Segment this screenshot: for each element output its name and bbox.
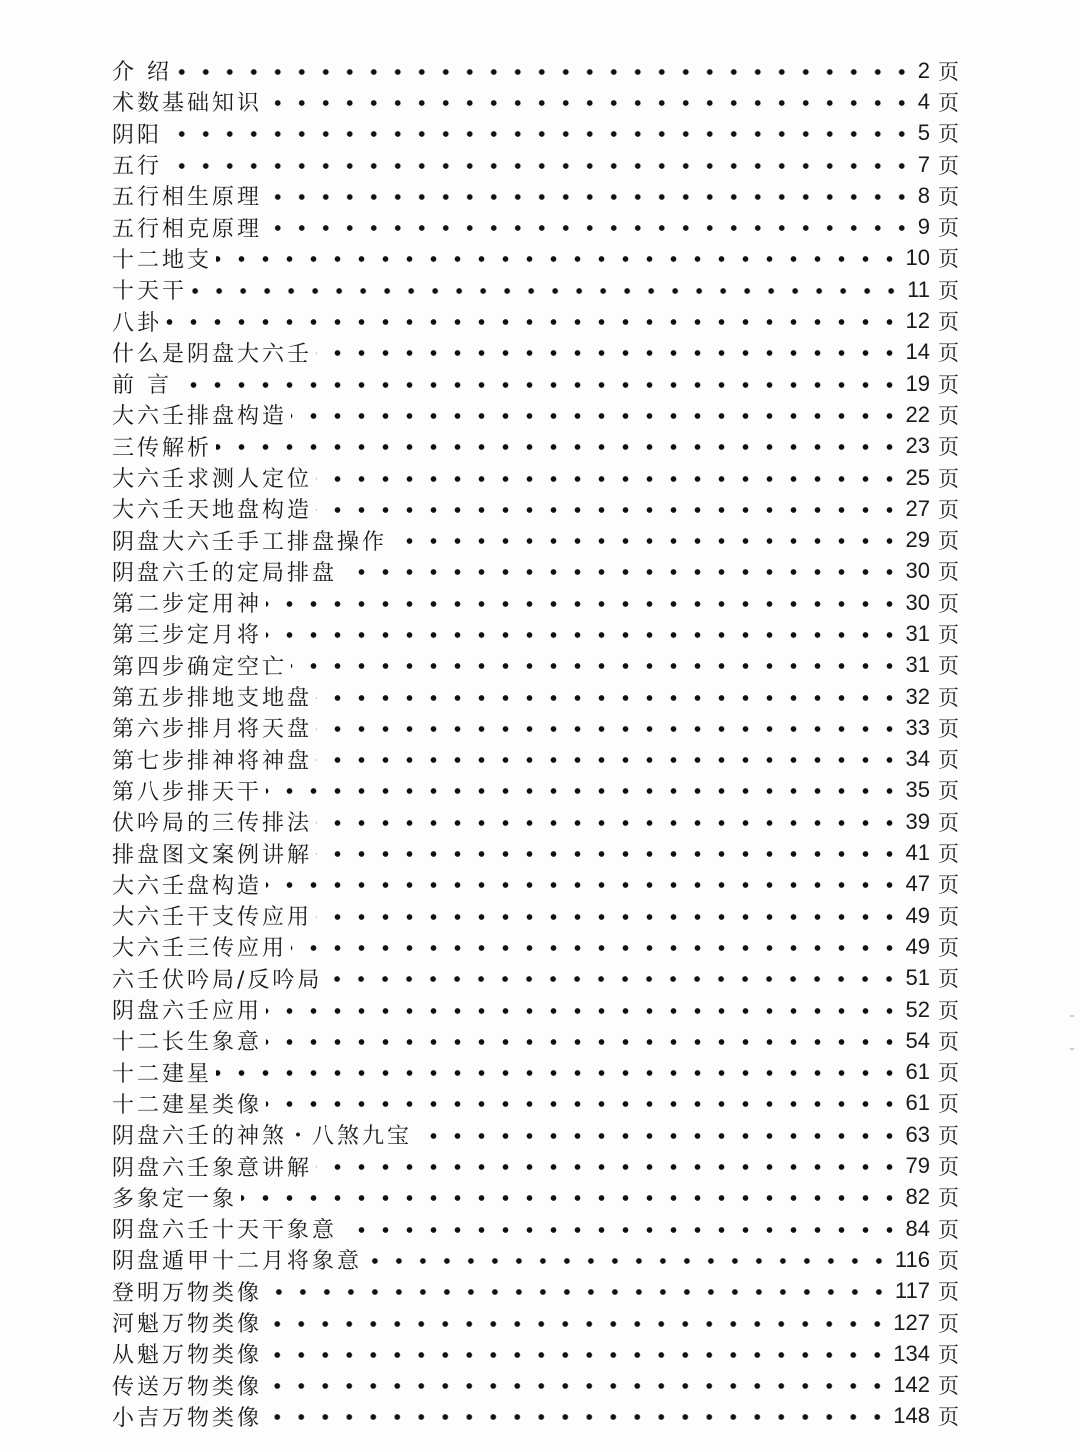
- dot-leader: [316, 1163, 902, 1171]
- toc-entry: [112, 869, 960, 900]
- toc-entry-page-number: 117: [894, 1278, 930, 1304]
- dot-leader: [316, 506, 902, 514]
- dot-leader: [266, 1351, 889, 1359]
- toc-entry: [112, 963, 960, 994]
- toc-entry-title: 第二步定用神: [112, 592, 263, 618]
- toc-entry: [112, 462, 960, 493]
- dot-leader: [216, 255, 902, 263]
- toc-entry-page-suffix: 页: [938, 1155, 959, 1180]
- toc-entry-title: 大六壬求测人定位: [112, 467, 313, 492]
- toc-entry-title: 介 绍: [112, 60, 172, 86]
- dot-leader: [216, 443, 902, 451]
- toc-entry: [112, 431, 960, 462]
- toc-entry-page-number: 61: [905, 1090, 930, 1116]
- dot-leader: [291, 662, 902, 670]
- toc-entry-page-suffix: 页: [938, 122, 959, 147]
- toc-entry-page-suffix: 页: [938, 466, 959, 491]
- toc-entry-title: 五行相生原理: [112, 185, 263, 211]
- toc-entry-page-number: 11: [907, 276, 930, 302]
- dot-leader: [216, 1069, 902, 1077]
- toc-entry: [112, 837, 960, 868]
- toc-entry: [112, 1307, 960, 1338]
- dot-leader: [266, 193, 914, 201]
- toc-entry-title: 什么是阴盘大六壬: [112, 341, 313, 367]
- toc-entry: [112, 806, 960, 837]
- toc-entry-page-number: 49: [905, 902, 930, 928]
- table-of-contents: [112, 55, 960, 1432]
- toc-entry-title: 五行相克原理: [112, 216, 263, 242]
- toc-entry-page-suffix: 页: [938, 1342, 959, 1367]
- toc-entry-page-suffix: 页: [938, 435, 959, 460]
- toc-entry-title: 第八步排天干: [112, 779, 263, 805]
- toc-entry-page-number: 61: [905, 1059, 930, 1085]
- toc-entry: [112, 1401, 960, 1432]
- toc-entry-page-number: 2: [917, 57, 930, 83]
- toc-entry-title: 八卦: [112, 310, 163, 336]
- toc-entry: [112, 118, 960, 149]
- toc-entry-title: 阴盘遁甲十二月将象意: [112, 1249, 363, 1275]
- toc-entry-page-suffix: 页: [938, 716, 959, 741]
- toc-entry-title: 阴盘六壬应用: [112, 999, 263, 1025]
- toc-entry: [112, 556, 960, 587]
- toc-entry-page-number: 49: [905, 933, 930, 959]
- toc-entry-page-suffix: 页: [938, 1217, 959, 1242]
- toc-entry-page-number: 148: [893, 1403, 930, 1429]
- dot-leader: [266, 787, 902, 795]
- toc-entry-title: 第七步排神将神盘: [112, 748, 313, 774]
- toc-entry-page-suffix: 页: [938, 372, 959, 397]
- toc-entry: [112, 55, 960, 86]
- toc-entry-title: 五行: [112, 154, 163, 180]
- dot-leader: [316, 819, 902, 827]
- toc-entry-page-suffix: 页: [938, 529, 959, 554]
- toc-entry: [112, 712, 960, 743]
- toc-entry: [112, 1088, 960, 1119]
- toc-entry-page-number: 142: [893, 1372, 930, 1398]
- toc-entry-page-suffix: 页: [938, 1061, 959, 1086]
- toc-entry-title: 六壬伏吟局/反吟局: [112, 967, 323, 993]
- toc-entry: [112, 1338, 960, 1369]
- dot-leader: [191, 287, 903, 295]
- dot-leader: [316, 475, 902, 483]
- toc-entry-page-suffix: 页: [938, 654, 959, 679]
- toc-entry-page-suffix: 页: [938, 685, 959, 710]
- toc-entry: [112, 994, 960, 1025]
- toc-entry-title: 十二长生象意: [112, 1030, 263, 1056]
- dot-leader: [266, 99, 914, 107]
- toc-entry: [112, 1276, 960, 1307]
- dot-leader: [266, 881, 902, 889]
- toc-entry-page-suffix: 页: [938, 1092, 959, 1117]
- toc-entry-title: 大六壬排盘构造: [112, 404, 288, 430]
- toc-entry-page-number: 34: [905, 746, 930, 772]
- toc-entry-page-number: 39: [905, 808, 930, 834]
- toc-entry: [112, 775, 960, 806]
- dot-leader: [166, 162, 914, 170]
- toc-entry: [112, 337, 960, 368]
- toc-entry-title: 十二建星: [112, 1061, 213, 1087]
- dot-leader: [316, 913, 902, 921]
- toc-entry-page-suffix: 页: [938, 779, 959, 804]
- toc-entry-page-suffix: 页: [938, 560, 959, 585]
- toc-entry-title: 第三步定月将: [112, 623, 263, 649]
- toc-entry-page-number: 4: [917, 88, 930, 114]
- toc-entry-page-number: 134: [893, 1340, 930, 1366]
- toc-entry-page-number: 27: [905, 495, 930, 521]
- toc-entry-page-number: 23: [905, 433, 930, 459]
- dot-leader: [166, 318, 902, 326]
- toc-entry-page-number: 14: [905, 339, 930, 365]
- toc-entry: [112, 274, 960, 305]
- toc-entry-title: 排盘图文案例讲解: [112, 842, 313, 868]
- dot-leader: [316, 756, 902, 764]
- toc-entry-page-suffix: 页: [938, 1311, 959, 1336]
- toc-entry-title: 大六壬干支传应用: [112, 905, 313, 931]
- toc-entry-page-suffix: 页: [938, 1123, 959, 1148]
- toc-entry-title: 阴盘六壬象意讲解: [112, 1155, 313, 1181]
- dot-leader: [266, 1320, 889, 1328]
- dot-leader: [266, 1288, 891, 1296]
- toc-entry-page-suffix: 页: [938, 1405, 959, 1430]
- toc-entry-page-suffix: 页: [938, 403, 959, 428]
- dot-leader: [391, 537, 902, 545]
- toc-entry-page-suffix: 页: [938, 1029, 959, 1054]
- toc-entry-page-number: 12: [905, 308, 930, 334]
- toc-entry: [112, 86, 960, 117]
- dot-leader: [366, 1257, 891, 1265]
- toc-entry: [112, 587, 960, 618]
- toc-entry-page-number: 29: [905, 527, 930, 553]
- toc-entry-page-suffix: 页: [938, 842, 959, 867]
- toc-entry-title: 大六壬三传应用: [112, 936, 288, 962]
- toc-entry-page-number: 63: [905, 1121, 930, 1147]
- dot-leader: [291, 412, 902, 420]
- toc-entry-title: 阴盘大六壬手工排盘操作: [112, 529, 388, 555]
- dot-leader: [316, 850, 902, 858]
- toc-entry-page-number: 41: [905, 840, 930, 866]
- toc-entry-page-suffix: 页: [938, 341, 959, 366]
- toc-entry-page-suffix: 页: [938, 904, 959, 929]
- toc-entry-page-number: 35: [905, 777, 930, 803]
- dot-leader: [176, 381, 902, 389]
- dot-leader: [316, 725, 902, 733]
- toc-entry: [112, 1182, 960, 1213]
- toc-entry: [112, 681, 960, 712]
- toc-entry-title: 十二建星类像: [112, 1092, 263, 1118]
- toc-entry-page-number: 10: [905, 245, 930, 271]
- toc-entry-title: 十天干: [112, 279, 188, 305]
- toc-entry-page-number: 30: [905, 589, 930, 615]
- toc-entry: [112, 1025, 960, 1056]
- toc-entry-page-suffix: 页: [938, 1186, 959, 1211]
- toc-entry-page-number: 22: [905, 401, 930, 427]
- toc-entry: [112, 1244, 960, 1275]
- toc-entry-page-number: 116: [894, 1246, 930, 1272]
- toc-entry-title: 阴盘六壬的神煞・八煞九宝: [112, 1124, 413, 1150]
- dot-leader: [291, 944, 902, 952]
- dot-leader: [416, 1132, 902, 1140]
- toc-entry-title: 十二地支: [112, 247, 213, 273]
- dot-leader: [266, 1007, 902, 1015]
- toc-entry: [112, 399, 960, 430]
- toc-entry-page-number: 127: [893, 1309, 930, 1335]
- toc-entry-page-number: 30: [905, 558, 930, 584]
- toc-entry-page-suffix: 页: [938, 247, 959, 272]
- toc-entry-page-suffix: 页: [938, 1248, 959, 1273]
- toc-entry-title: 阴盘六壬十天干象意: [112, 1218, 338, 1244]
- dot-leader: [326, 975, 901, 983]
- dot-leader: [266, 631, 902, 639]
- toc-entry: [112, 243, 960, 274]
- toc-entry-page-number: 54: [905, 1027, 930, 1053]
- toc-entry: [112, 493, 960, 524]
- toc-entry-page-number: 33: [905, 714, 930, 740]
- toc-entry: [112, 1369, 960, 1400]
- toc-entry-page-number: 79: [905, 1153, 930, 1179]
- toc-entry-title: 阴盘六壬的定局排盘: [112, 560, 338, 586]
- toc-entry-page-number: 52: [905, 996, 930, 1022]
- toc-entry: [112, 650, 960, 681]
- toc-entry-page-number: 31: [905, 652, 930, 678]
- toc-entry-title: 前 言: [112, 373, 172, 399]
- dot-leader: [316, 694, 902, 702]
- toc-entry-page-number: 51: [905, 965, 930, 991]
- toc-entry-page-suffix: 页: [938, 59, 959, 84]
- toc-entry-page-number: 25: [905, 464, 930, 490]
- toc-entry: [112, 900, 960, 931]
- toc-entry: [112, 1213, 960, 1244]
- toc-entry-page-number: 32: [905, 683, 930, 709]
- toc-entry-page-suffix: 页: [938, 873, 959, 898]
- toc-entry: [112, 180, 960, 211]
- toc-entry-page-suffix: 页: [938, 153, 959, 178]
- toc-entry-page-suffix: 页: [938, 310, 959, 335]
- dot-leader: [266, 224, 914, 232]
- toc-entry-page-number: 31: [905, 620, 930, 646]
- dot-leader: [266, 1038, 902, 1046]
- toc-entry-page-suffix: 页: [938, 591, 959, 616]
- toc-entry-page-number: 84: [905, 1215, 930, 1241]
- toc-entry-title: 三传解析: [112, 435, 213, 461]
- dot-leader: [241, 1194, 902, 1202]
- toc-entry-title: 术数基础知识: [112, 91, 263, 117]
- dot-leader: [266, 1100, 902, 1108]
- toc-entry-page-suffix: 页: [938, 935, 959, 960]
- dot-leader: [266, 1413, 889, 1421]
- toc-entry-title: 第五步排地支地盘: [112, 686, 313, 712]
- toc-entry-page-number: 9: [917, 214, 930, 240]
- toc-entry-page-number: 82: [905, 1184, 930, 1210]
- toc-entry: [112, 211, 960, 242]
- toc-entry-title: 大六壬盘构造: [112, 873, 263, 899]
- toc-entry-page-number: 19: [905, 370, 930, 396]
- dot-leader: [176, 68, 914, 76]
- toc-entry: [112, 1119, 960, 1150]
- toc-entry-page-suffix: 页: [938, 216, 959, 241]
- toc-entry-title: 从魁万物类像: [112, 1343, 263, 1369]
- toc-entry-title: 多象定一象: [112, 1186, 238, 1212]
- toc-entry-page-suffix: 页: [938, 184, 959, 209]
- toc-entry-page-suffix: 页: [938, 1374, 959, 1399]
- dot-leader: [266, 1382, 889, 1390]
- toc-entry-page-suffix: 页: [938, 90, 959, 115]
- dot-leader: [341, 568, 902, 576]
- toc-entry-page-suffix: 页: [938, 622, 959, 647]
- toc-entry: [112, 931, 960, 962]
- toc-entry-title: 小吉万物类像: [112, 1405, 263, 1431]
- toc-entry: [112, 744, 960, 775]
- toc-entry-title: 第四步确定空亡: [112, 654, 288, 680]
- dot-leader: [341, 1226, 902, 1234]
- dot-leader: [316, 349, 902, 357]
- toc-entry-title: 阴阳: [112, 122, 163, 148]
- toc-entry-page-suffix: 页: [938, 967, 959, 992]
- toc-entry-title: 大六壬天地盘构造: [112, 498, 313, 524]
- toc-entry-page-number: 47: [905, 871, 930, 897]
- dot-leader: [266, 600, 902, 608]
- toc-entry: [112, 524, 960, 555]
- toc-entry-title: 登明万物类像: [112, 1280, 263, 1306]
- toc-entry-title: 传送万物类像: [112, 1374, 263, 1400]
- toc-entry-page-number: 7: [917, 151, 930, 177]
- toc-entry-page-suffix: 页: [938, 1280, 959, 1305]
- toc-entry-page-suffix: 页: [938, 278, 959, 303]
- toc-entry: [112, 305, 960, 336]
- scan-speck: [1070, 1015, 1074, 1017]
- toc-entry-page-number: 8: [917, 182, 930, 208]
- toc-entry: [112, 618, 960, 649]
- toc-entry-title: 河魁万物类像: [112, 1312, 263, 1338]
- toc-entry-title: 第六步排月将天盘: [112, 717, 313, 743]
- toc-entry: [112, 368, 960, 399]
- toc-entry-page-suffix: 页: [938, 810, 959, 835]
- dot-leader: [166, 130, 914, 138]
- toc-entry-page-suffix: 页: [938, 497, 959, 522]
- toc-entry: [112, 1150, 960, 1181]
- toc-entry: [112, 149, 960, 180]
- toc-entry-page-suffix: 页: [938, 748, 959, 773]
- toc-entry: [112, 1057, 960, 1088]
- toc-entry-page-number: 5: [917, 120, 930, 146]
- toc-entry-title: 伏吟局的三传排法: [112, 811, 313, 837]
- scan-speck: [1070, 1048, 1074, 1050]
- toc-entry-page-suffix: 页: [938, 998, 959, 1023]
